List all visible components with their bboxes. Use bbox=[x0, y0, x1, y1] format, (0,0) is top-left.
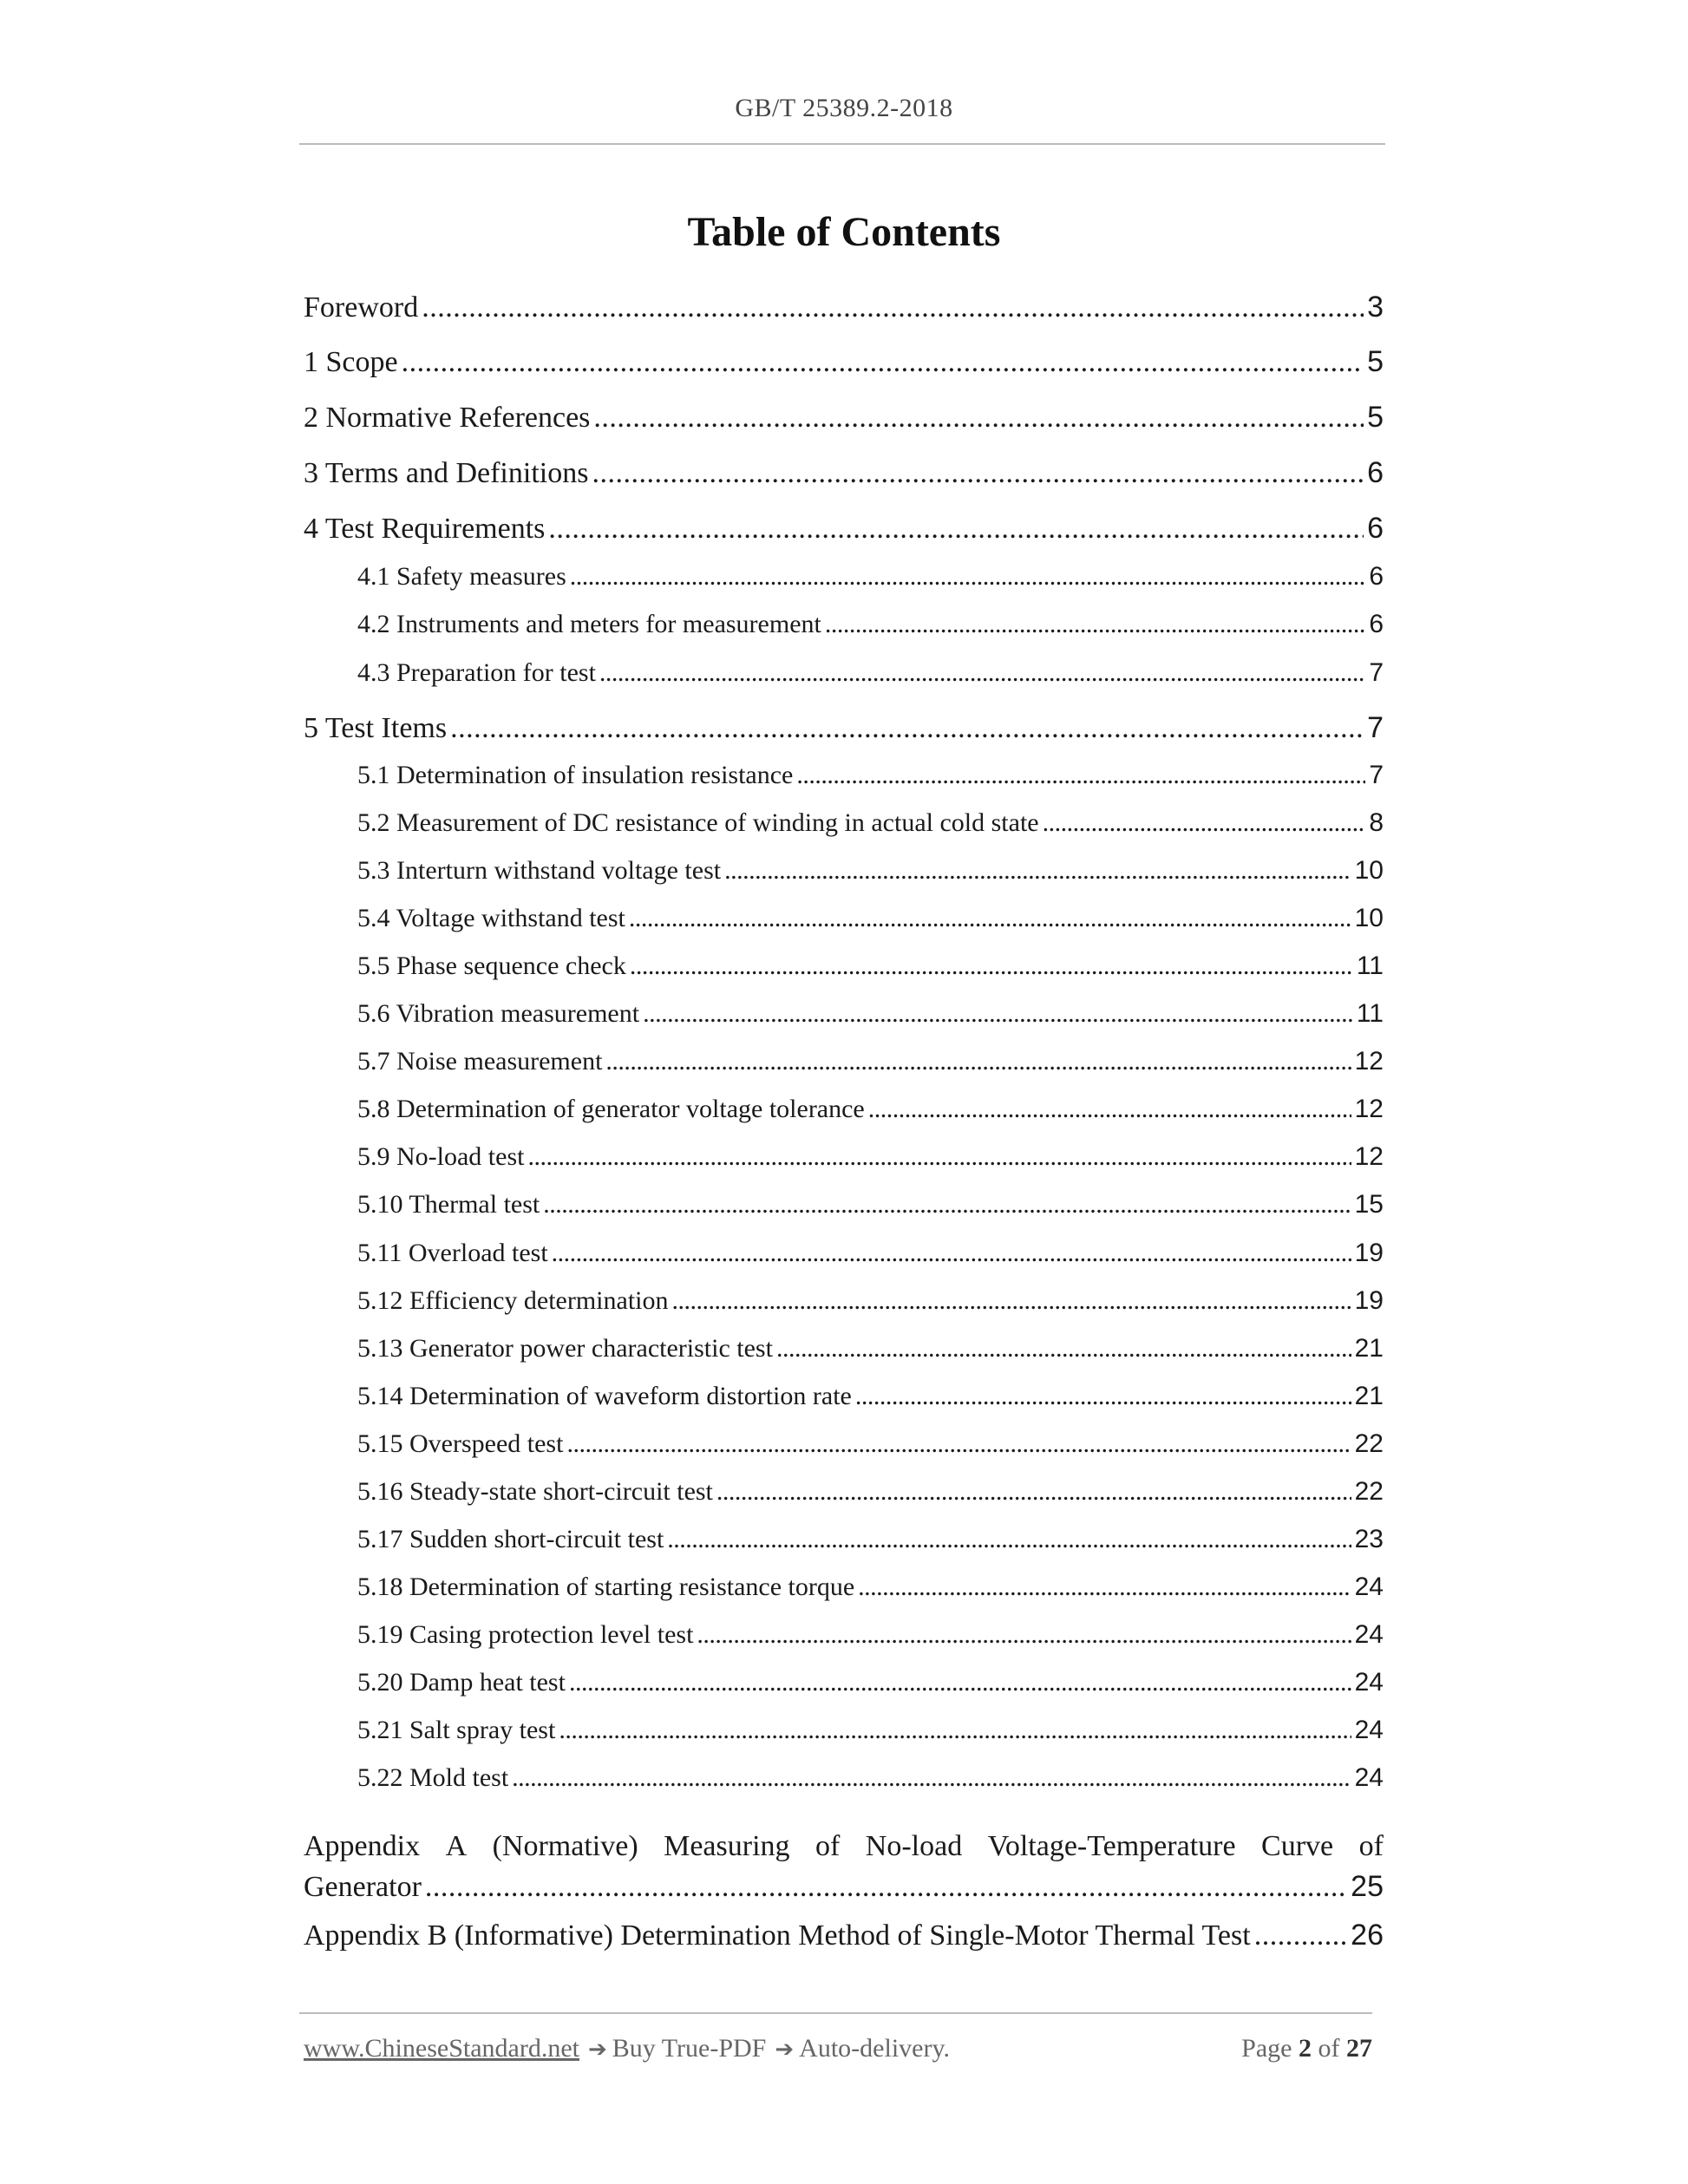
appendix-a-word: (Normative) bbox=[492, 1830, 638, 1862]
toc-entry[interactable] bbox=[304, 761, 1384, 790]
toc-page-number: 10 bbox=[1354, 904, 1384, 932]
toc-page-number: 25 bbox=[1351, 1870, 1384, 1903]
toc-entry[interactable] bbox=[304, 1668, 1384, 1697]
toc-entry-text: 5 Test Items bbox=[304, 712, 448, 744]
toc-entry-text: 5.10 Thermal test bbox=[357, 1190, 540, 1219]
toc-entry[interactable] bbox=[304, 1047, 1384, 1076]
document-code-header: GB/T 25389.2-2018 bbox=[735, 94, 953, 122]
dot-leader bbox=[796, 761, 1365, 790]
footer-divider bbox=[299, 2012, 1372, 2014]
toc-page-number: 21 bbox=[1354, 1382, 1384, 1410]
footer-promo bbox=[304, 2034, 950, 2063]
toc-entry-text: 1 Scope bbox=[304, 346, 398, 378]
toc-page-number: 24 bbox=[1354, 1620, 1384, 1649]
toc-page-number: 7 bbox=[1369, 658, 1384, 687]
toc-page-number: 5 bbox=[1367, 401, 1384, 434]
toc-page-number: 21 bbox=[1354, 1334, 1384, 1363]
toc-entry-text: 5.12 Efficiency determination bbox=[357, 1286, 669, 1315]
toc-page-number: 6 bbox=[1367, 456, 1384, 489]
toc-entry-text: Foreword bbox=[304, 291, 419, 324]
dot-leader bbox=[724, 856, 1351, 886]
right-arrow-icon: ➔ bbox=[775, 2037, 795, 2063]
page-label: Page bbox=[1241, 2034, 1292, 2063]
toc-entry-text: 5.11 Overload test bbox=[357, 1239, 548, 1267]
toc-entry[interactable] bbox=[304, 1573, 1384, 1602]
toc-entry[interactable] bbox=[304, 658, 1384, 688]
dot-leader bbox=[543, 1190, 1351, 1220]
dot-leader bbox=[592, 457, 1364, 490]
toc-entry[interactable] bbox=[304, 1286, 1384, 1316]
appendix-a-word: A bbox=[445, 1830, 468, 1862]
header-divider bbox=[299, 143, 1385, 145]
toc-entry-text: 3 Terms and Definitions bbox=[304, 457, 589, 489]
appendix-a-line-2 bbox=[304, 1867, 1384, 1907]
dot-leader bbox=[605, 1047, 1351, 1076]
appendix-a-word: No-load bbox=[865, 1830, 963, 1862]
toc-entry[interactable] bbox=[304, 1239, 1384, 1268]
dot-leader bbox=[569, 1668, 1351, 1697]
toc-page-number: 19 bbox=[1354, 1239, 1384, 1267]
dot-leader bbox=[1254, 1919, 1347, 1952]
dot-leader bbox=[559, 1716, 1351, 1745]
toc-page-number: 22 bbox=[1354, 1477, 1384, 1506]
dot-leader bbox=[422, 291, 1364, 324]
toc-entry[interactable] bbox=[304, 1095, 1384, 1124]
appendix-a-word: Measuring bbox=[664, 1830, 790, 1862]
toc-page-number: 12 bbox=[1354, 1095, 1384, 1123]
toc-entry[interactable] bbox=[304, 856, 1384, 886]
toc-page-number: 24 bbox=[1354, 1763, 1384, 1792]
toc-entry[interactable] bbox=[304, 1429, 1384, 1459]
dot-leader bbox=[643, 999, 1353, 1029]
toc-entry-text: 5.17 Sudden short-circuit test bbox=[357, 1525, 664, 1553]
toc-entry-text: 5.3 Interturn withstand voltage test bbox=[357, 856, 722, 885]
toc-entry-text: 2 Normative References bbox=[304, 402, 591, 434]
toc-entry-text: 5.16 Steady-state short-circuit test bbox=[357, 1477, 713, 1506]
dot-leader bbox=[593, 402, 1364, 435]
toc-page-number: 26 bbox=[1351, 1919, 1384, 1952]
dot-leader bbox=[570, 562, 1366, 592]
toc-entry-text: 5.15 Overspeed test bbox=[357, 1429, 564, 1458]
dot-leader bbox=[630, 951, 1353, 981]
toc-entry[interactable] bbox=[304, 456, 1384, 490]
toc-page-number: 10 bbox=[1354, 856, 1384, 885]
dot-leader bbox=[425, 1867, 1347, 1907]
toc-page-number: 3 bbox=[1367, 291, 1384, 324]
toc-entry-text: 4.2 Instruments and meters for measurement bbox=[357, 610, 821, 638]
toc-entry-text: 4.3 Preparation for test bbox=[357, 658, 596, 687]
dot-leader bbox=[552, 1239, 1351, 1268]
total-page-count: 27 bbox=[1346, 2034, 1372, 2063]
toc-entry[interactable] bbox=[304, 562, 1384, 592]
toc-entry-text: 5.19 Casing protection level test bbox=[357, 1620, 694, 1649]
appendix-a-word: Appendix bbox=[304, 1830, 421, 1862]
appendix-a-word: of bbox=[815, 1830, 841, 1862]
toc-entry-text: 5.20 Damp heat test bbox=[357, 1668, 566, 1697]
appendix-a-word: of bbox=[1358, 1830, 1384, 1862]
dot-leader bbox=[672, 1286, 1351, 1316]
auto-delivery-text: Auto-delivery. bbox=[799, 2034, 951, 2063]
dot-leader bbox=[548, 513, 1364, 546]
dot-leader bbox=[599, 658, 1365, 688]
website-link[interactable]: www.ChineseStandard.net bbox=[304, 2034, 579, 2063]
toc-entry[interactable] bbox=[304, 999, 1384, 1029]
toc-page-number: 24 bbox=[1354, 1573, 1384, 1601]
toc-entry-text: 5.14 Determination of waveform distortion rate bbox=[357, 1382, 852, 1410]
toc-page-number: 6 bbox=[1369, 610, 1384, 638]
toc-entry-appendix-b[interactable] bbox=[304, 1919, 1384, 1952]
dot-leader bbox=[1043, 808, 1366, 838]
toc-entry[interactable] bbox=[304, 291, 1384, 324]
toc-page-number: 12 bbox=[1354, 1142, 1384, 1171]
appendix-a-line2-text: Generator bbox=[304, 1871, 422, 1903]
toc-entry-text: 5.7 Noise measurement bbox=[357, 1047, 603, 1076]
toc-page-number: 24 bbox=[1354, 1668, 1384, 1697]
toc-entry[interactable] bbox=[304, 1477, 1384, 1507]
toc-entry-text: 5.8 Determination of generator voltage tolerance bbox=[357, 1095, 865, 1123]
toc-page-number: 11 bbox=[1356, 951, 1384, 980]
right-arrow-icon: ➔ bbox=[588, 2037, 607, 2063]
toc-entry-text: 5.21 Salt spray test bbox=[357, 1716, 556, 1744]
dot-leader bbox=[716, 1477, 1351, 1507]
dot-leader bbox=[450, 712, 1364, 745]
toc-entry[interactable] bbox=[304, 951, 1384, 981]
toc-entry[interactable] bbox=[304, 1190, 1384, 1220]
toc-entry-text: Appendix B (Informative) Determination Method of Single-Motor Thermal Test bbox=[304, 1919, 1251, 1952]
toc-entry[interactable] bbox=[304, 711, 1384, 745]
toc-page-number: 15 bbox=[1354, 1190, 1384, 1219]
toc-entry-text: 4.1 Safety measures bbox=[357, 562, 566, 591]
toc-entry[interactable] bbox=[304, 1716, 1384, 1745]
toc-entry[interactable] bbox=[304, 1525, 1384, 1554]
toc-entry[interactable] bbox=[304, 401, 1384, 435]
toc-entry[interactable] bbox=[304, 1142, 1384, 1172]
toc-entry-text: 5.9 No-load test bbox=[357, 1142, 525, 1171]
page-indicator bbox=[1241, 2034, 1372, 2063]
dot-leader bbox=[858, 1573, 1351, 1602]
toc-entry-appendix-a[interactable] bbox=[304, 1826, 1384, 1907]
toc-entry-text: 5.22 Mold test bbox=[357, 1763, 509, 1792]
dot-leader bbox=[825, 610, 1365, 639]
dot-leader bbox=[512, 1763, 1351, 1793]
toc-entry-text: 5.4 Voltage withstand test bbox=[357, 904, 625, 932]
dot-leader bbox=[566, 1429, 1351, 1459]
toc-entry-text: 5.1 Determination of insulation resistance bbox=[357, 761, 794, 789]
toc-entry-text: 5.18 Determination of starting resistance torque bbox=[357, 1573, 855, 1601]
toc-page-number: 24 bbox=[1354, 1716, 1384, 1744]
toc-entry[interactable] bbox=[304, 1763, 1384, 1793]
toc-entry[interactable] bbox=[304, 1334, 1384, 1363]
toc-entry[interactable] bbox=[304, 1382, 1384, 1411]
toc-page-number: 5 bbox=[1367, 345, 1384, 378]
appendix-a-word: Voltage-Temperature bbox=[987, 1830, 1236, 1862]
toc-page-number: 8 bbox=[1369, 808, 1384, 837]
toc-page-number: 7 bbox=[1367, 711, 1384, 744]
toc-entry-text: 5.6 Vibration measurement bbox=[357, 999, 640, 1028]
toc-page-number: 12 bbox=[1354, 1047, 1384, 1076]
dot-leader bbox=[776, 1334, 1351, 1363]
dot-leader bbox=[855, 1382, 1351, 1411]
of-label: of bbox=[1318, 2034, 1340, 2063]
buy-pdf-text: Buy True-PDF bbox=[612, 2034, 767, 2063]
dot-leader bbox=[629, 904, 1351, 933]
toc-entry-text: 5.13 Generator power characteristic test bbox=[357, 1334, 773, 1363]
toc-entry-text: 5.5 Phase sequence check bbox=[357, 951, 626, 980]
dot-leader bbox=[697, 1620, 1351, 1650]
toc-page-number: 11 bbox=[1356, 999, 1384, 1028]
toc-page-number: 6 bbox=[1369, 562, 1384, 591]
toc-entry[interactable] bbox=[304, 610, 1384, 639]
dot-leader bbox=[527, 1142, 1351, 1172]
toc-page-number: 23 bbox=[1354, 1525, 1384, 1553]
toc-entry-text: 5.2 Measurement of DC resistance of winding in actual cold state bbox=[357, 808, 1039, 837]
toc-entry[interactable] bbox=[304, 1620, 1384, 1650]
toc-page-number: 22 bbox=[1354, 1429, 1384, 1458]
toc-page-number: 19 bbox=[1354, 1286, 1384, 1315]
page-title: Table of Contents bbox=[687, 209, 1001, 255]
appendix-a-word: Curve bbox=[1261, 1830, 1334, 1862]
toc-entry[interactable] bbox=[304, 808, 1384, 838]
toc-entry-text: 4 Test Requirements bbox=[304, 513, 546, 545]
toc-page-number: 6 bbox=[1367, 512, 1384, 545]
current-page-number: 2 bbox=[1299, 2034, 1312, 2063]
dot-leader bbox=[868, 1095, 1351, 1124]
toc-entry[interactable] bbox=[304, 904, 1384, 933]
page-footer bbox=[304, 2034, 1372, 2063]
dot-leader bbox=[667, 1525, 1351, 1554]
appendix-a-line-1 bbox=[304, 1826, 1384, 1867]
toc-entry[interactable] bbox=[304, 512, 1384, 546]
toc-page-number: 7 bbox=[1369, 761, 1384, 789]
toc-entry[interactable] bbox=[304, 345, 1384, 379]
dot-leader bbox=[402, 346, 1364, 379]
